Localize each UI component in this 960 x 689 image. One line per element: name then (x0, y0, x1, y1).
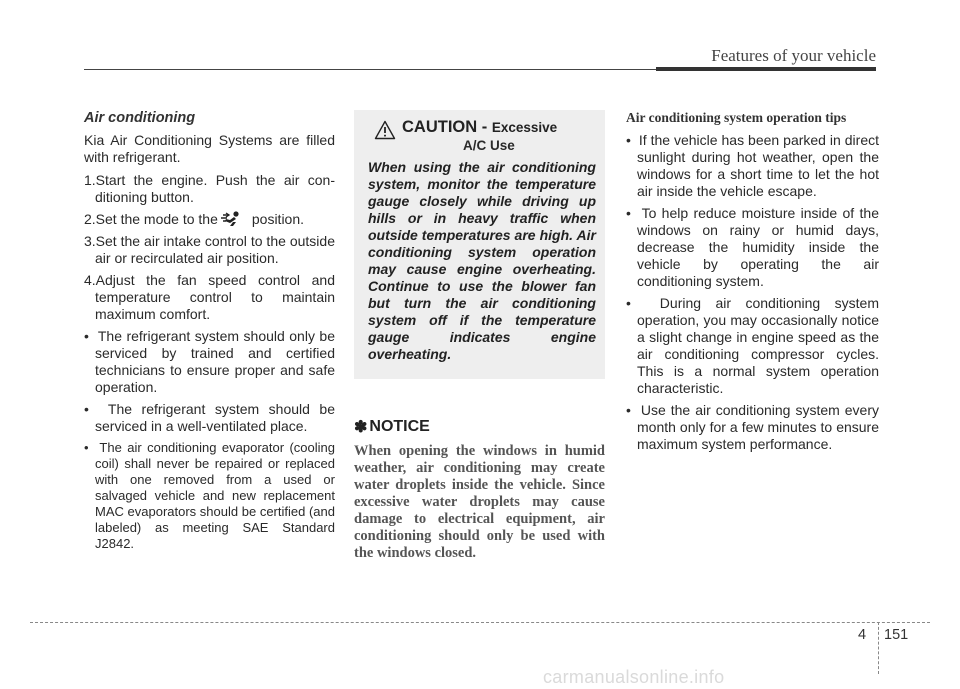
bullet-item: • The refrigerant system should only be serviced by trained and certified technicians to ensure proper and safe operation. (84, 328, 335, 395)
notice-star-icon: ✽ (354, 419, 368, 436)
face-vent-mode-icon (220, 211, 246, 227)
step-4: 4.Adjust the fan speed control and temperature control to maintain maximum comfort. (84, 272, 335, 322)
caution-header (368, 118, 596, 140)
header-rule-accent (656, 67, 876, 71)
caution-subtitle-2: A/C Use (463, 138, 515, 153)
footer-divider (878, 622, 879, 674)
step-1: 1.Start the engine. Push the air conditioning button. (84, 172, 335, 205)
bullet-item: • The refrigerant system should be serviced in a well-ventilated place. (84, 401, 335, 434)
bullet-item: • The air conditioning evaporator (cooling coil) shall never be repaired or replaced with one removed from a used or salvaged vehicle and new replacement MAC evaporators should be certified (and labeled) as meeting SAE Standard J2842. (84, 440, 336, 551)
caution-label: CAUTION - (402, 118, 488, 136)
column-middle (354, 110, 605, 562)
notice-heading (354, 417, 605, 437)
section-title: Features of your vehicle (711, 46, 876, 65)
tip-item: • If the vehicle has been parked in direct sunlight during hot weather, open the windows for a short time to let the hot air inside the vehicle escape. (626, 132, 880, 199)
watermark: carmanualsonline.info (543, 667, 725, 687)
caution-body: When using the air conditioning system, monitor the temperature gauge closely while driving up hills or in heavy traffic when outside temperatures are high. Air conditioning system operation may cause engine overheating. Continue to use the blower fan but turn the air conditioning system off if the temperature gauge indicates engine overheating. (368, 159, 596, 362)
column-right (626, 110, 879, 458)
tip-item: • Use the air conditioning system every month only for a few minutes to ensure maximum system performance. (626, 402, 879, 452)
notice-title: NOTICE (369, 418, 430, 435)
section-heading: Air conditioning (84, 110, 196, 126)
step-2 (84, 211, 335, 228)
intro-paragraph: Kia Air Conditioning Systems are filled with refrigerant. (84, 132, 335, 165)
caution-box (354, 110, 605, 379)
step-2-suffix: position. (251, 211, 305, 227)
tips-heading: Air conditioning system operation tips (626, 110, 847, 125)
warning-triangle-icon (374, 120, 396, 140)
step-3: 3.Set the air intake control to the outside air or recirculated air position. (84, 233, 335, 266)
tip-item: • During air conditioning system operation, you may occasionally notice a slight change in engine speed as the air conditioning compressor cycles. This is a normal system operation characteristic. (626, 295, 879, 396)
caution-title (402, 118, 557, 137)
notice-body: When opening the windows in humid weather, air conditioning may create water droplets inside the vehicle. Since excessive water droplets may cause damage to electrical equipment, air conditioning should only be used with the windows closed. (354, 443, 605, 561)
page-number: 151 (884, 627, 909, 643)
chapter-number: 4 (858, 627, 867, 643)
tip-item: • To help reduce moisture inside of the windows on rainy or humid days, decrease the humidity inside the vehicle by operating the air conditioning system. (626, 205, 879, 289)
step-2-text: 2.Set the mode to the (84, 211, 218, 227)
caution-subtitle: Excessive (491, 120, 558, 135)
column-left (84, 110, 335, 557)
footer-rule (30, 622, 930, 623)
